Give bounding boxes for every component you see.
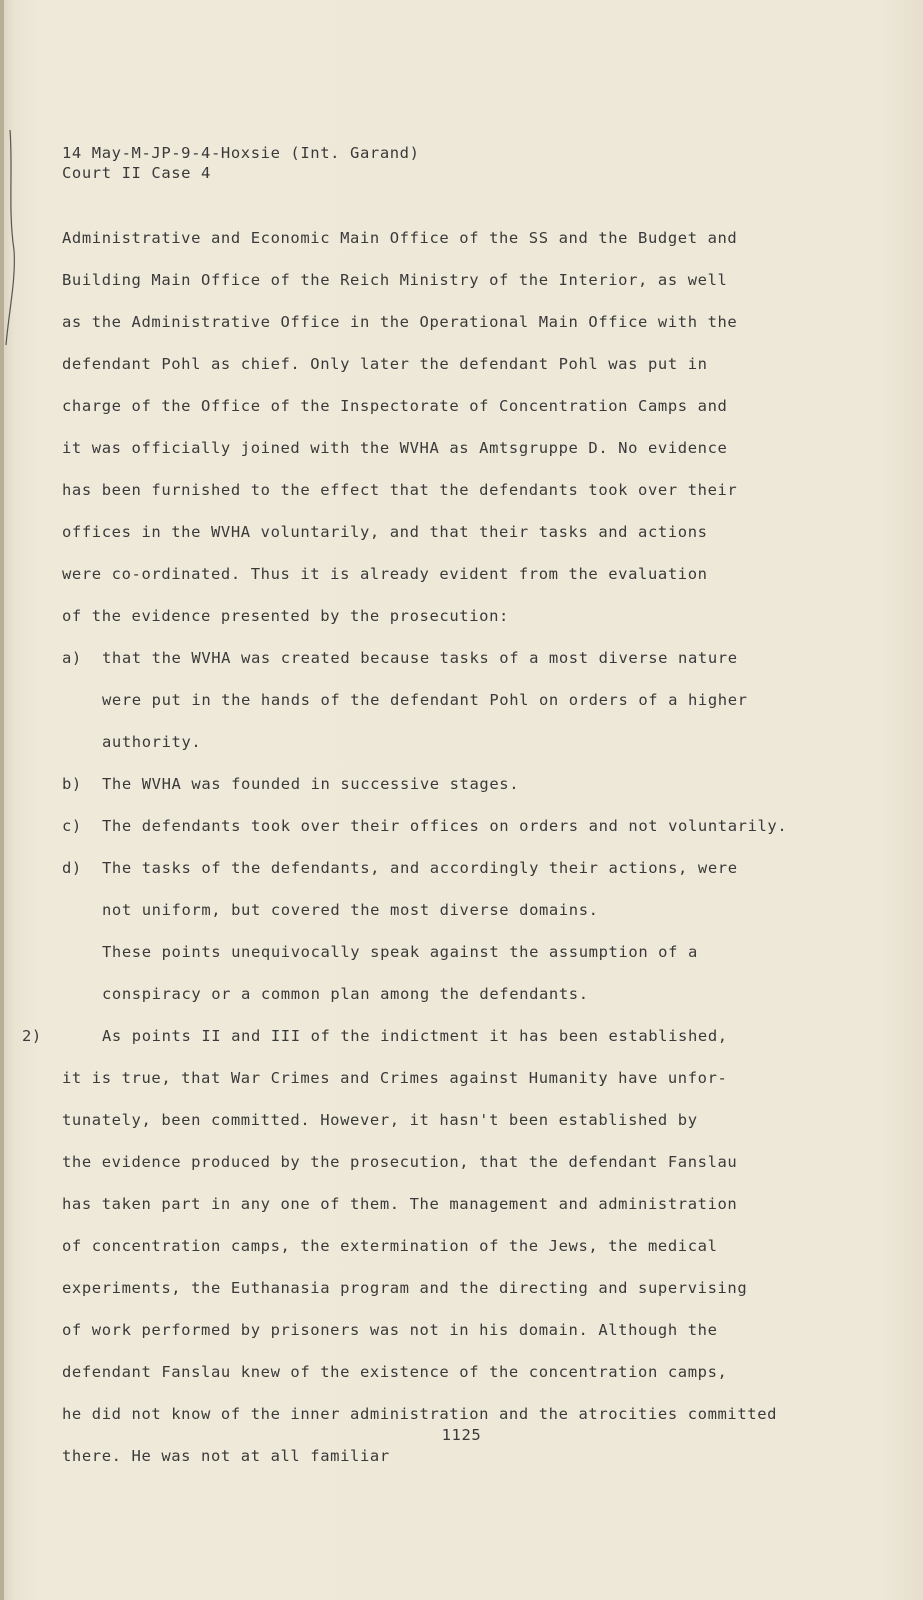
section-number: 2): [22, 1027, 42, 1045]
body-line: charge of the Office of the Inspectorate of Concentration Camps and: [62, 397, 728, 415]
header-line-2: Court II Case 4: [62, 164, 211, 182]
point-text: not uniform, but covered the most diverse domains.: [102, 901, 599, 919]
point-text: conspiracy or a common plan among the defendants.: [102, 985, 589, 1003]
point-text: that the WVHA was created because tasks of a most diverse nature: [102, 649, 738, 667]
point-label: a): [62, 649, 82, 667]
section2-line: tunately, been committed. However, it hasn't been established by: [62, 1111, 698, 1129]
section2-line: defendant Fanslau knew of the existence of the concentration camps,: [62, 1363, 728, 1381]
body-line: Building Main Office of the Reich Ministry of the Interior, as well: [62, 271, 728, 289]
point-text: The defendants took over their offices on orders and not voluntarily.: [102, 817, 788, 835]
point-label: b): [62, 775, 82, 793]
body-line: defendant Pohl as chief. Only later the defendant Pohl was put in: [62, 355, 708, 373]
point-text: These points unequivocally speak against the assumption of a: [102, 943, 698, 961]
body-line: offices in the WVHA voluntarily, and that their tasks and actions: [62, 523, 708, 541]
body-line: it was officially joined with the WVHA as Amtsgruppe D. No evidence: [62, 439, 728, 457]
section2-line: of concentration camps, the extermination of the Jews, the medical: [62, 1237, 718, 1255]
point-text: The tasks of the defendants, and accordingly their actions, were: [102, 859, 738, 877]
body-line: Administrative and Economic Main Office of the SS and the Budget and: [62, 229, 738, 247]
section2-line: there. He was not at all familiar: [62, 1447, 390, 1465]
page-number: 1125: [441, 1426, 482, 1444]
section2-line: the evidence produced by the prosecution, that the defendant Fanslau: [62, 1153, 738, 1171]
point-text: The WVHA was founded in successive stages.: [102, 775, 520, 793]
point-text: authority.: [102, 733, 202, 751]
body-line: as the Administrative Office in the Operational Main Office with the: [62, 313, 738, 331]
section2-line: it is true, that War Crimes and Crimes against Humanity have unfor-: [62, 1069, 728, 1087]
section2-line: of work performed by prisoners was not in his domain. Although the: [62, 1321, 718, 1339]
section2-line: experiments, the Euthanasia program and the directing and supervising: [62, 1279, 748, 1297]
section2-line: has taken part in any one of them. The management and administration: [62, 1195, 738, 1213]
body-line: were co-ordinated. Thus it is already evident from the evaluation: [62, 565, 708, 583]
point-a: [62, 649, 738, 667]
point-b: [62, 775, 519, 793]
point-d: [62, 859, 738, 877]
margin-pencil-mark: [4, 130, 18, 350]
body-line: of the evidence presented by the prosecution:: [62, 607, 509, 625]
header-line-1: 14 May-M-JP-9-4-Hoxsie (Int. Garand): [62, 144, 420, 162]
body-line: has been furnished to the effect that the defendants took over their: [62, 481, 738, 499]
point-c: [62, 817, 787, 835]
point-label: c): [62, 817, 82, 835]
point-text: were put in the hands of the defendant Pohl on orders of a higher: [102, 691, 748, 709]
section2-line: As points II and III of the indictment it has been established,: [102, 1027, 728, 1045]
point-label: d): [62, 859, 82, 877]
section2-line: he did not know of the inner administration and the atrocities committed: [62, 1405, 778, 1423]
